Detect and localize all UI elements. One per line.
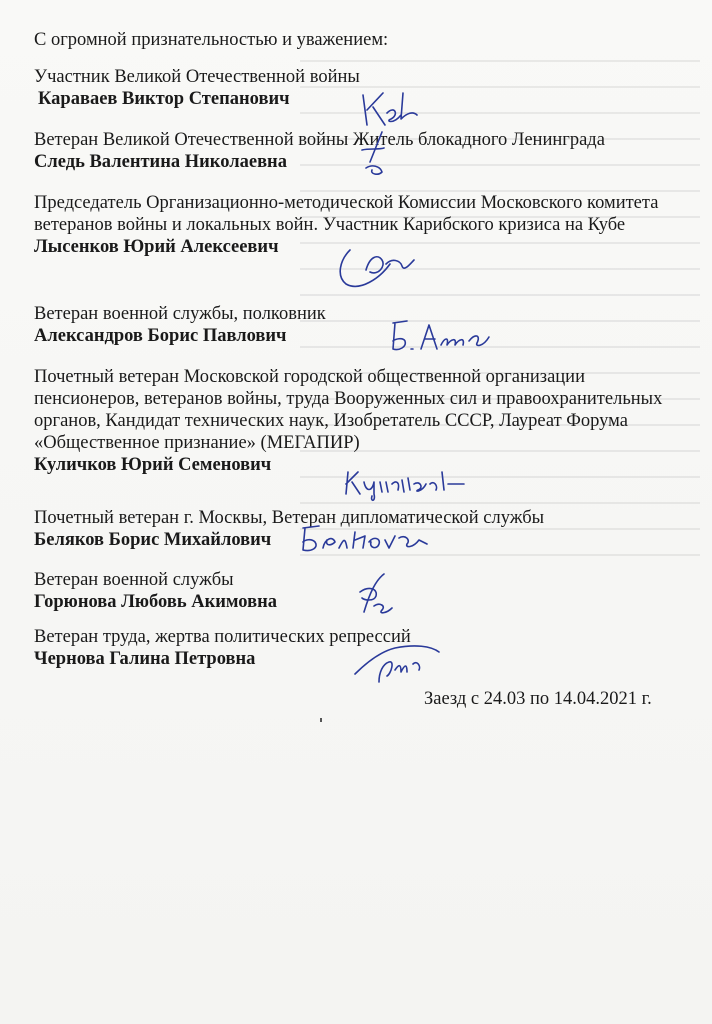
signatory-role: Почетный ветеран г. Москвы, Ветеран дипломатической службы — [34, 508, 545, 528]
signatory-name: Чернова Галина Петровна — [34, 649, 256, 669]
signatory-role: Участник Великой Отечественной войны — [34, 67, 360, 87]
signatory-name: Куличков Юрий Семенович — [34, 455, 272, 475]
signature-goryunova — [348, 570, 403, 625]
signatory-role: Ветеран труда, жертва политических репрессий — [34, 627, 411, 647]
arrival-dates: Заезд с 24.03 по 14.04.2021 г. — [424, 689, 652, 709]
signatory-role: Ветеран Великой Отечественной войны Житель блокадного Ленинграда — [34, 130, 605, 150]
signatory-name: Александров Борис Павлович — [34, 326, 287, 346]
signatory-role: Председатель Организационно-методической Комиссии Московского комитета ветеранов войны и локальных войн. Участник Карибского кризиса на Кубе — [34, 193, 659, 235]
intro-line: С огромной признательностью и уважением: — [34, 30, 389, 50]
signatory-block — [34, 366, 684, 476]
signatory-role: Ветеран военной службы, полковник — [34, 304, 326, 324]
signature-karavaev — [355, 85, 425, 130]
signatory-block — [34, 303, 684, 347]
signature-lysenkov — [330, 240, 420, 295]
ink-dot — [320, 718, 322, 722]
signatory-name: Беляков Борис Михайлович — [34, 530, 272, 550]
signatory-role: Почетный ветеран Московской городской общественной организации пенсионеров, ветеранов войны, труда Вооруженных сил и правоохранительных органов, Кандидат технических наук, Изобретатель СССР, Лауреат Форума «Общественное признание» (МЕГАПИР) — [34, 367, 663, 453]
signatory-name: Караваев Виктор Степанович — [38, 89, 290, 109]
signatory-role: Ветеран военной службы — [34, 570, 234, 590]
signature-belyakov — [295, 522, 445, 557]
signature-sled — [352, 128, 397, 188]
signatory-name: Горюнова Любовь Акимовна — [34, 592, 277, 612]
signatory-name: Следь Валентина Николаевна — [34, 152, 287, 172]
signature-alexandrov — [385, 315, 500, 360]
signature-chernova — [335, 634, 445, 689]
signature-kulichkov — [342, 462, 472, 502]
signatory-name: Лысенков Юрий Алексеевич — [34, 237, 279, 257]
